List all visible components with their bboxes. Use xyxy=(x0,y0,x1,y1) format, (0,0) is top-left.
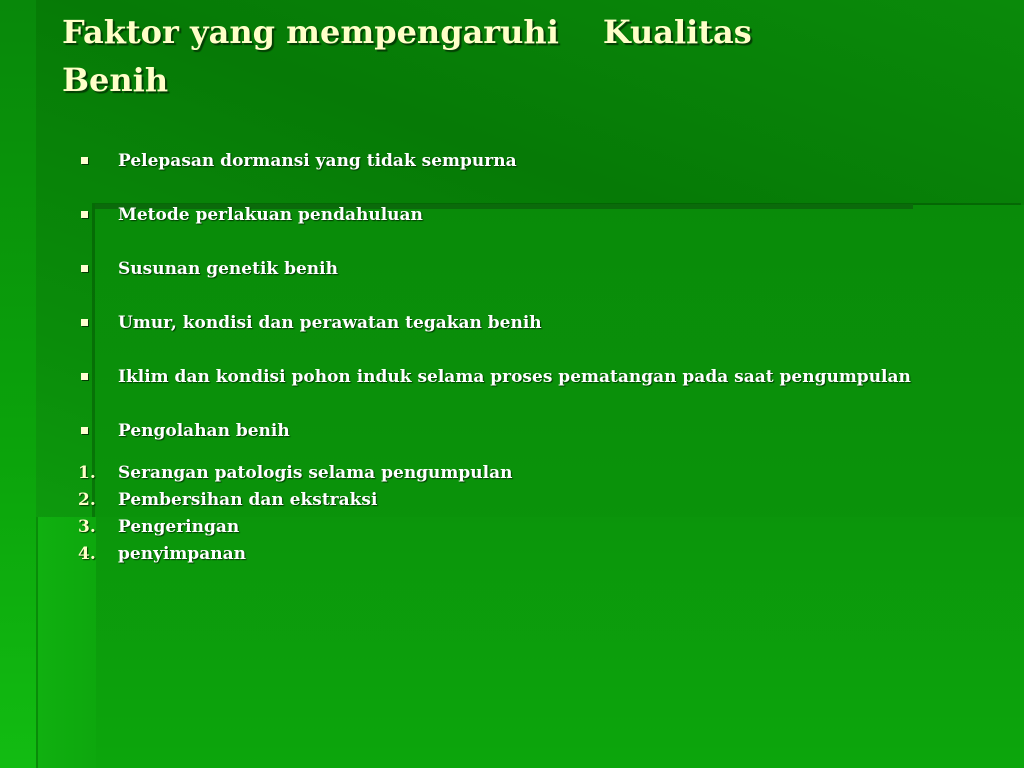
bullet-text: Metode perlakuan pendahuluan xyxy=(118,205,423,225)
square-bullet-icon xyxy=(81,265,88,272)
background-edge xyxy=(0,0,36,768)
bullet-text: Umur, kondisi dan perawatan tegakan benih xyxy=(118,313,542,333)
square-bullet-icon xyxy=(81,157,88,164)
numbered-text: Pembersihan dan ekstraksi xyxy=(118,490,378,510)
square-bullet-icon xyxy=(81,373,88,380)
title-part2: Kualitas xyxy=(602,13,752,51)
bullet-text: Pelepasan dormansi yang tidak sempurna xyxy=(118,151,517,171)
bullet-item xyxy=(78,312,938,334)
numbered-item xyxy=(78,460,938,487)
title-line2: Benih xyxy=(62,61,169,99)
square-bullet-icon xyxy=(81,427,88,434)
bullet-text: Iklim dan kondisi pohon induk selama proses pematangan pada saat pengumpulan xyxy=(118,367,911,387)
slide-title xyxy=(62,8,962,104)
bullet-item xyxy=(78,204,938,226)
item-number: 2. xyxy=(78,490,96,510)
numbered-list xyxy=(78,460,938,568)
numbered-text: penyimpanan xyxy=(118,544,247,564)
numbered-item xyxy=(78,541,938,568)
bullet-item xyxy=(78,258,938,280)
bullet-list xyxy=(78,150,938,442)
bullet-text: Pengolahan benih xyxy=(118,421,290,441)
title-part1: Faktor yang mempengaruhi xyxy=(62,13,559,51)
numbered-text: Pengeringan xyxy=(118,517,240,537)
item-number: 3. xyxy=(78,517,96,537)
slide-content xyxy=(78,150,938,568)
bullet-item xyxy=(78,366,938,388)
square-bullet-icon xyxy=(81,319,88,326)
square-bullet-icon xyxy=(81,211,88,218)
item-number: 4. xyxy=(78,544,96,564)
numbered-item xyxy=(78,487,938,514)
bullet-item xyxy=(78,150,938,172)
item-number: 1. xyxy=(78,463,96,483)
numbered-text: Serangan patologis selama pengumpulan xyxy=(118,463,513,483)
bullet-item xyxy=(78,420,938,442)
bullet-text: Susunan genetik benih xyxy=(118,259,338,279)
numbered-item xyxy=(78,514,938,541)
